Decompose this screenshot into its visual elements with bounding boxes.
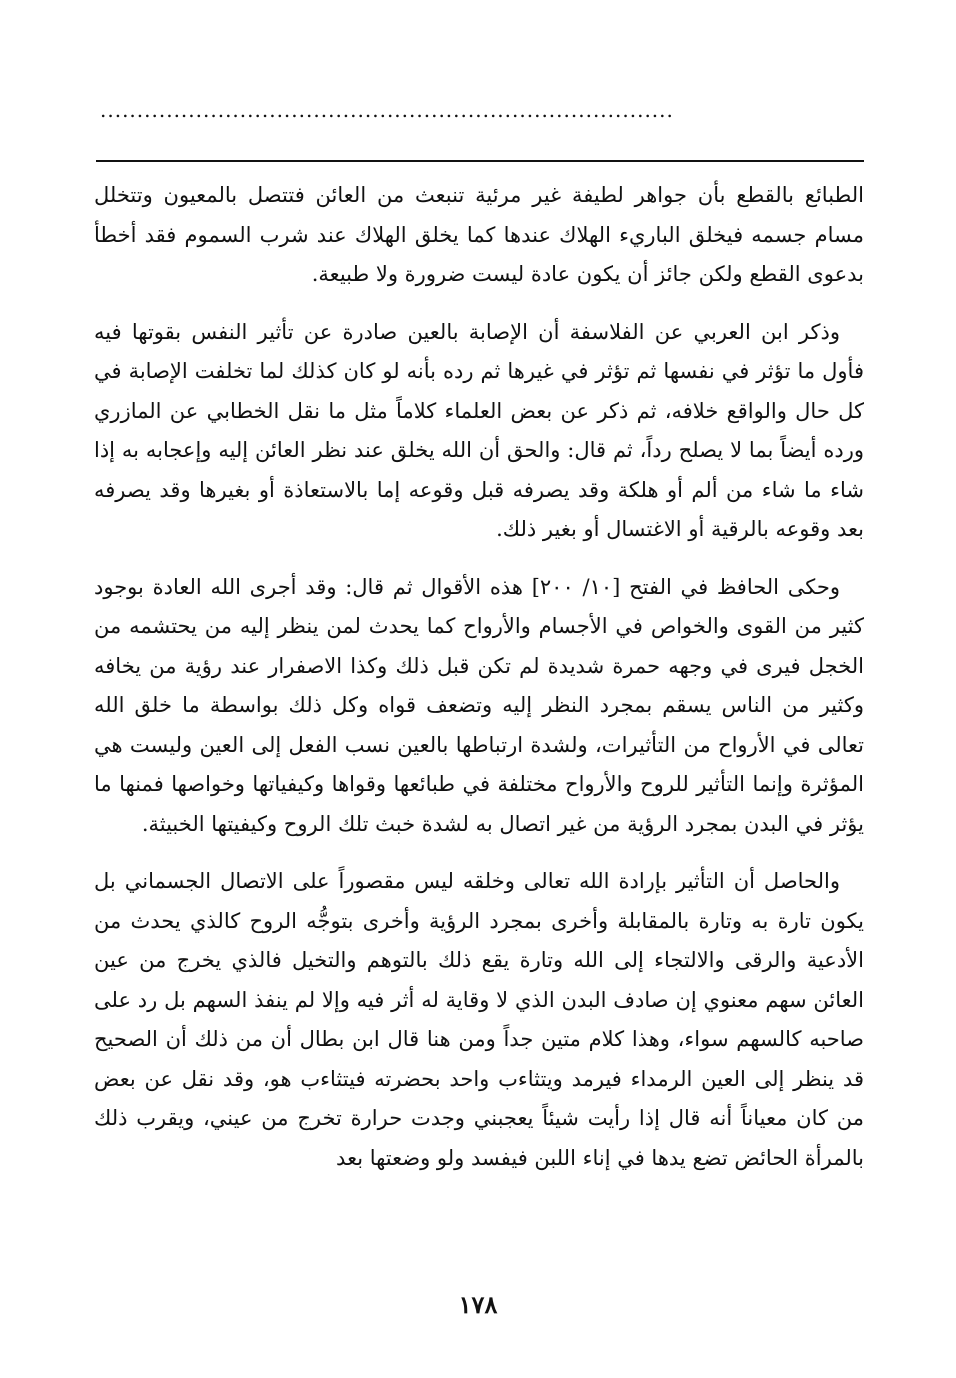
paragraph-1: الطبائع بالقطع بأن جواهر لطيفة غير مرئية تنبعث من العائن فتتصل بالمعيون وتتخلل مسام جسمه فيخلق الباريء الهلاك عندها كما يخلق الهلاك عند شرب السموم فقد أخطأ بدعوى القطع ولكن جائز أن يكون عادة ليست ضرورة ولا طبيعة. bbox=[94, 183, 864, 286]
page-number: ١٧٨ bbox=[458, 1290, 498, 1319]
header-dotted-line: .............................................................................. bbox=[100, 100, 674, 120]
page-body bbox=[94, 176, 864, 1196]
paragraph-3: وحكى الحافظ في الفتح [١٠/ ٢٠٠] هذه الأقوال ثم قال: وقد أجرى الله العادة بوجود كثير من القوى والخواص في الأجسام والأرواح كما يحدث لمن ينظر إليه من يحتشمه من الخجل فيرى في وجهه حمرة شديدة لم تكن قبل ذلك وكذا الاصفرار عند رؤية من يخافه وكثير من الناس يسقم بمجرد النظر إليه وتضعف قواه وكل ذلك بواسطة ما خلق الله تعالى في الأرواح من التأثيرات، ولشدة ارتباطها بالعين نسب الفعل إلى العين وليست هي المؤثرة وإنما التأثير للروح والأرواح مختلفة في طبائعها وقواها وكيفياتها وخواصها فمنها ما يؤثر في البدن بمجرد الرؤية من غير اتصال به لشدة خبث تلك الروح وكيفيتها الخبيثة. bbox=[94, 574, 864, 836]
paragraph-4: والحاصل أن التأثير بإرادة الله تعالى وخلقه ليس مقصوراً على الاتصال الجسماني بل يكون تارة به وتارة بالمقابلة وأخرى بمجرد الرؤية وأخرى بتوجُّه الروح كالذي يحدث من الأدعية والرقى والالتجاء إلى الله وتارة يقع ذلك بالتوهم والتخيل فالذي يخرج من عين العائن سهم معنوي إن صادف البدن الذي لا وقاية له أثر فيه وإلا لم ينفذ السهم بل رد على صاحبه كالسهم سواء، وهذا كلام متين جداً ومن هنا قال ابن بطال أن من ذلك أن الصحيح قد ينظر إلى العين الرمداء فيرمد ويتثاءب واحد بحضرته فيتثاءب هو، وقد نقل عن بعض من كان معياناً أنه قال إذا رأيت شيئاً يعجبني وجدت حرارة تخرج من عيني، ويقرب ذلك بالمرأة الحائض تضع يدها في إناء اللبن فيفسد ولو وضعتها بعد bbox=[94, 869, 864, 1170]
paragraph-2: وذكر ابن العربي عن الفلاسفة أن الإصابة بالعين صادرة عن تأثير النفس بقوتها فيه فأول ما تؤثر في نفسها ثم تؤثر في غيرها ثم رده بأنه لو كان كذلك لما تخلفت الإصابة في كل حال والواقع خلافه، ثم ذكر عن بعض العلماء كلاماً مثل ما نقل الخطابي عن المازري ورده أيضاً بما لا يصلح رداً، ثم قال: والحق أن الله يخلق عند نظر العائن إليه وإعجابه به إذا شاء ما شاء من ألم أو هلكة وقد يصرفه قبل وقوعه إما بالاستعاذة أو بغيرها وقد يصرفه بعد وقوعه بالرقية أو الاغتسال أو بغير ذلك. bbox=[94, 319, 864, 541]
header-rule bbox=[96, 160, 864, 162]
